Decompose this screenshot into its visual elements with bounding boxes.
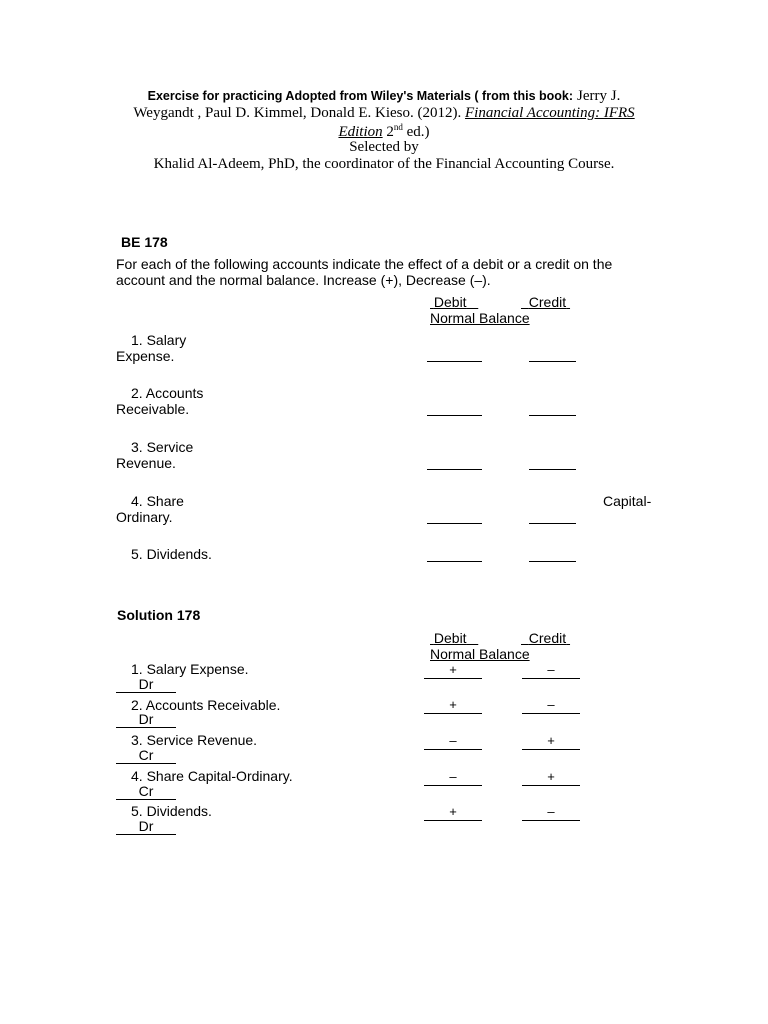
exercise-item-3-credit-blank[interactable] bbox=[529, 469, 576, 470]
solution-row-5-label: 5. Dividends. bbox=[131, 803, 212, 819]
solution-row-1-normal: Dr bbox=[116, 676, 176, 693]
exercise-item-3-line-1: 3. Service bbox=[131, 439, 194, 455]
solution-row-5-credit: – bbox=[522, 804, 580, 821]
exercise-item-2-line-1: 2. Accounts bbox=[131, 385, 204, 401]
solution-row-4-label: 4. Share Capital-Ordinary. bbox=[131, 768, 293, 784]
exercise-item-1-line-1: 1. Salary bbox=[131, 332, 187, 348]
solution-row-1-label: 1. Salary Expense. bbox=[131, 661, 249, 677]
exercise-item-1-line-2: Expense. bbox=[116, 348, 175, 364]
solution-row-2-credit: – bbox=[522, 697, 580, 714]
exercise-item-4-line-1: 4. Share bbox=[131, 493, 184, 509]
exercise-instructions-line-2: account and the normal balance. Increase (+), Decrease (–). bbox=[116, 272, 491, 288]
header-source-note: Exercise for practicing Adopted from Wiley's Materials ( from this book: bbox=[147, 89, 574, 103]
solution-row-2-normal: Dr bbox=[116, 711, 176, 728]
exercise-item-5-line-1: 5. Dividends. bbox=[131, 546, 212, 562]
solution-row-3-label: 3. Service Revenue. bbox=[131, 732, 258, 748]
exercise-item-4-debit-blank[interactable] bbox=[427, 523, 482, 524]
solution-row-4-debit: – bbox=[424, 769, 482, 786]
solution-row-4-normal: Cr bbox=[116, 783, 176, 800]
exercise-item-1-debit-blank[interactable] bbox=[427, 361, 482, 362]
exercise-col-credit: Credit bbox=[528, 294, 567, 310]
header-edition-number: 2 bbox=[386, 124, 394, 140]
exercise-item-2-credit-blank[interactable] bbox=[529, 415, 576, 416]
solution-row-2-label: 2. Accounts Receivable. bbox=[131, 697, 281, 713]
exercise-item-4-line-2: Ordinary. bbox=[116, 509, 173, 525]
solution-row-3-credit: + bbox=[522, 733, 580, 750]
exercise-item-5-credit-blank[interactable] bbox=[529, 561, 576, 562]
solution-title: Solution 178 bbox=[117, 607, 201, 623]
header-book-title-cont: Edition bbox=[338, 124, 383, 140]
solution-row-2-debit: + bbox=[424, 697, 482, 714]
header-edition-text: ed.) bbox=[406, 124, 430, 140]
solution-row-1-credit: – bbox=[522, 662, 580, 679]
solution-row-3-normal: Cr bbox=[116, 747, 176, 764]
header-coordinator: Khalid Al-Adeem, PhD, the coordinator of the Financial Accounting Course. bbox=[153, 156, 615, 172]
solution-row-1-debit: + bbox=[424, 662, 482, 679]
exercise-col-normal-balance: Normal Balance bbox=[430, 310, 530, 326]
solution-row-5-debit: + bbox=[424, 804, 482, 821]
header-authors: Weygandt , Paul D. Kimmel, Donald E. Kieso. (2012). bbox=[133, 105, 462, 121]
header-book-title: Financial Accounting: IFRS bbox=[464, 105, 635, 121]
exercise-item-1-credit-blank[interactable] bbox=[529, 361, 576, 362]
solution-col-normal-balance: Normal Balance bbox=[430, 646, 530, 662]
header-line-1 bbox=[0, 87, 768, 105]
header-edition-suffix: nd bbox=[393, 122, 403, 132]
header-author-start: Jerry J. bbox=[577, 88, 621, 104]
solution-col-credit: Credit bbox=[528, 630, 567, 646]
solution-row-4-credit: + bbox=[522, 769, 580, 786]
exercise-item-5-debit-blank[interactable] bbox=[427, 561, 482, 562]
exercise-instructions-line-1: For each of the following accounts indicate the effect of a debit or a credit on the bbox=[116, 256, 613, 272]
solution-col-debit: Debit bbox=[433, 630, 467, 646]
exercise-item-2-line-2: Receivable. bbox=[116, 401, 190, 417]
solution-row-3-debit: – bbox=[424, 733, 482, 750]
header-selected-by: Selected by bbox=[349, 139, 419, 155]
exercise-title: BE 178 bbox=[121, 234, 168, 250]
exercise-item-4-line-1-end: Capital- bbox=[603, 493, 652, 509]
solution-row-5-normal: Dr bbox=[116, 818, 176, 835]
exercise-item-4-credit-blank[interactable] bbox=[529, 523, 576, 524]
header-line-2 bbox=[0, 105, 768, 122]
exercise-item-3-line-2: Revenue. bbox=[116, 455, 176, 471]
exercise-item-2-debit-blank[interactable] bbox=[427, 415, 482, 416]
exercise-col-debit: Debit bbox=[433, 294, 467, 310]
exercise-item-3-debit-blank[interactable] bbox=[427, 469, 482, 470]
